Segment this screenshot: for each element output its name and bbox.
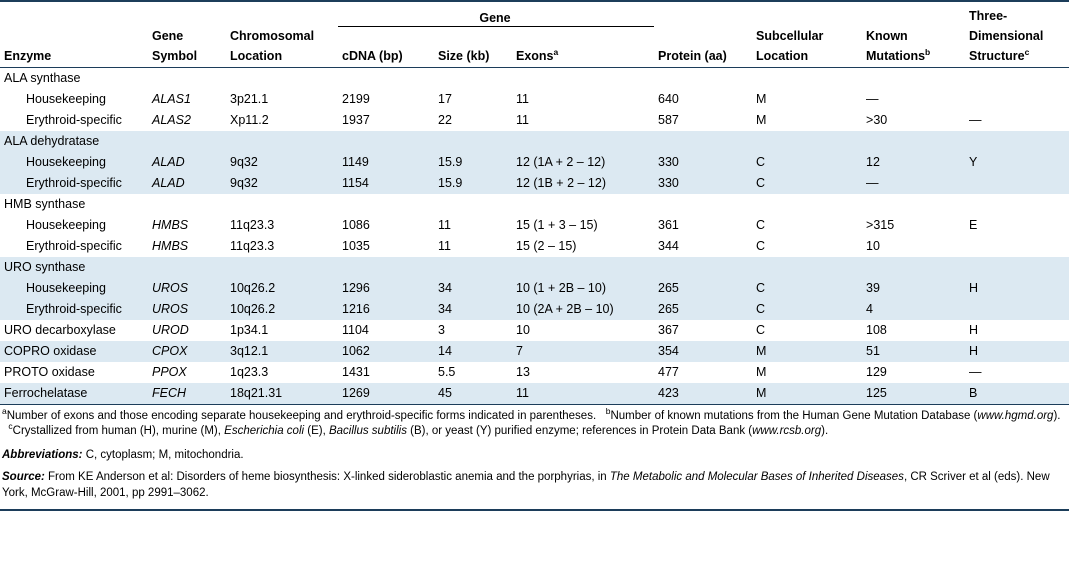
footnote-c-text-4: ). xyxy=(821,425,829,438)
cell-protein: 367 xyxy=(654,320,752,341)
cell-mutations: — xyxy=(862,89,965,110)
abbreviations-label: Abbreviations: xyxy=(2,449,83,462)
source-text-1: From KE Anderson et al: Disorders of heme biosynthesis: X-linked sideroblastic anemia and the porphyrias, in xyxy=(44,471,610,484)
footnote-b-text-1: Number of known mutations from the Human Gene Mutation Database ( xyxy=(610,410,978,423)
cell-mutations: 129 xyxy=(862,362,965,383)
cell-cdna: 1296 xyxy=(338,278,434,299)
header-row-mid xyxy=(0,27,1069,47)
cell-enzyme: HMB synthase xyxy=(0,194,148,215)
cell-subcell: M xyxy=(752,110,862,131)
header-known-line2 xyxy=(862,47,965,68)
cell-gene xyxy=(148,68,226,90)
cell-gene: HMBS xyxy=(148,215,226,236)
table-row xyxy=(0,299,1069,320)
footnote-b-text-2: ). xyxy=(1053,410,1061,423)
cell-structure: H xyxy=(965,278,1069,299)
header-known-line1: Known xyxy=(866,28,908,43)
cell-structure xyxy=(965,131,1069,152)
cell-size: 5.5 xyxy=(434,362,512,383)
cell-gene: ALAS2 xyxy=(148,110,226,131)
cell-gene xyxy=(148,257,226,278)
table-row xyxy=(0,173,1069,194)
cell-cdna: 1086 xyxy=(338,215,434,236)
footnote-c-link: www.rcsb.org xyxy=(752,425,822,438)
cell-mutations: >315 xyxy=(862,215,965,236)
header-spacer-enzyme xyxy=(0,1,148,27)
abbreviations-text: C, cytoplasm; M, mitochondria. xyxy=(82,449,244,462)
cell-chrom xyxy=(226,257,338,278)
cell-structure: H xyxy=(965,341,1069,362)
header-gene-symbol-line2: Symbol xyxy=(148,47,226,68)
cell-protein xyxy=(654,68,752,90)
table-row xyxy=(0,320,1069,341)
cell-enzyme: Housekeeping xyxy=(0,152,148,173)
cell-chrom: 9q32 xyxy=(226,173,338,194)
footnote-c-text-1: Crystallized from human (H), murine (M), xyxy=(12,425,225,438)
cell-exons: 10 (1 + 2B – 10) xyxy=(512,278,654,299)
cell-chrom xyxy=(226,68,338,90)
cell-enzyme: Erythroid-specific xyxy=(0,236,148,257)
header-spacer-chrom xyxy=(226,1,338,27)
header-struct-line2: Dimensional xyxy=(969,28,1044,43)
cell-structure xyxy=(965,299,1069,320)
cell-exons xyxy=(512,68,654,90)
cell-protein: 265 xyxy=(654,299,752,320)
header-subcell-line1: Subcellular xyxy=(756,28,824,43)
cell-subcell: C xyxy=(752,278,862,299)
header-subcell-line2: Location xyxy=(752,47,862,68)
header-chromosomal-line1: Chromosomal xyxy=(230,28,315,43)
cell-cdna: 1431 xyxy=(338,362,434,383)
footnote-b-link: www.hgmd.org xyxy=(977,410,1054,423)
cell-gene xyxy=(148,131,226,152)
header-enzyme: Enzyme xyxy=(0,47,148,68)
cell-structure: B xyxy=(965,383,1069,405)
cell-gene: UROS xyxy=(148,278,226,299)
cell-size: 34 xyxy=(434,278,512,299)
cell-gene: ALAD xyxy=(148,173,226,194)
cell-gene: PPOX xyxy=(148,362,226,383)
cell-exons: 7 xyxy=(512,341,654,362)
cell-structure: E xyxy=(965,215,1069,236)
cell-enzyme: PROTO oxidase xyxy=(0,362,148,383)
header-known-label: Mutations xyxy=(866,48,926,63)
header-chromosomal-line2: Location xyxy=(226,47,338,68)
cell-mutations: 51 xyxy=(862,341,965,362)
header-struct-line1: Three- xyxy=(965,1,1069,27)
header-spacer-exons xyxy=(512,27,654,47)
cell-subcell: C xyxy=(752,152,862,173)
cell-subcell: C xyxy=(752,320,862,341)
header-struct-label: Structure xyxy=(969,48,1025,63)
cell-size: 11 xyxy=(434,215,512,236)
cell-enzyme: Housekeeping xyxy=(0,215,148,236)
cell-enzyme: Erythroid-specific xyxy=(0,110,148,131)
cell-exons: 11 xyxy=(512,89,654,110)
cell-cdna: 1269 xyxy=(338,383,434,405)
header-struct-footnote-marker: c xyxy=(1024,46,1030,57)
cell-structure: — xyxy=(965,110,1069,131)
cell-structure: H xyxy=(965,320,1069,341)
cell-chrom: 18q21.31 xyxy=(226,383,338,405)
footnote-lines xyxy=(2,406,1065,439)
table-row xyxy=(0,131,1069,152)
cell-protein: 423 xyxy=(654,383,752,405)
cell-exons: 10 xyxy=(512,320,654,341)
footnote-b-marker: b xyxy=(605,406,611,417)
cell-enzyme: COPRO oxidase xyxy=(0,341,148,362)
header-protein: Protein (aa) xyxy=(654,47,752,68)
footnote-c-text-3: (B), or yeast (Y) purified enzyme; references in Protein Data Bank ( xyxy=(406,425,753,438)
cell-chrom: 3p21.1 xyxy=(226,89,338,110)
cell-mutations xyxy=(862,257,965,278)
cell-protein: 587 xyxy=(654,110,752,131)
cell-gene: HMBS xyxy=(148,236,226,257)
cell-mutations: 125 xyxy=(862,383,965,405)
source-label: Source: xyxy=(2,471,45,484)
cell-protein xyxy=(654,257,752,278)
header-struct-line3 xyxy=(965,47,1069,68)
cell-mutations: — xyxy=(862,173,965,194)
cell-mutations: 39 xyxy=(862,278,965,299)
footnotes xyxy=(0,405,1069,439)
cell-size: 15.9 xyxy=(434,173,512,194)
header-spacer-muts xyxy=(862,1,965,27)
header-exons-label: Exons xyxy=(516,48,554,63)
footnote-a-text: Number of exons and those encoding separate housekeeping and erythroid-specific forms indicated in parentheses. xyxy=(6,410,597,423)
footnote-c-italic-2: Bacillus subtilis xyxy=(328,425,407,438)
header-spacer-size xyxy=(434,27,512,47)
cell-structure xyxy=(965,257,1069,278)
cell-chrom: 10q26.2 xyxy=(226,299,338,320)
cell-protein: 361 xyxy=(654,215,752,236)
cell-cdna xyxy=(338,257,434,278)
table-row xyxy=(0,152,1069,173)
cell-chrom: 11q23.3 xyxy=(226,236,338,257)
cell-mutations: 12 xyxy=(862,152,965,173)
table-row xyxy=(0,194,1069,215)
cell-enzyme: Erythroid-specific xyxy=(0,173,148,194)
cell-chrom: 10q26.2 xyxy=(226,278,338,299)
cell-cdna: 1149 xyxy=(338,152,434,173)
cell-subcell: M xyxy=(752,341,862,362)
cell-gene: FECH xyxy=(148,383,226,405)
cell-protein xyxy=(654,131,752,152)
table-body xyxy=(0,68,1069,405)
cell-protein: 330 xyxy=(654,152,752,173)
cell-subcell xyxy=(752,257,862,278)
cell-exons: 15 (1 + 3 – 15) xyxy=(512,215,654,236)
header-row-bottom xyxy=(0,47,1069,68)
cell-structure xyxy=(965,236,1069,257)
header-spacer-enzyme-2 xyxy=(0,27,148,47)
header-gene-symbol-line1: Gene xyxy=(152,28,184,43)
header-spacer-cdna xyxy=(338,27,434,47)
cell-gene: ALAD xyxy=(148,152,226,173)
cell-mutations: >30 xyxy=(862,110,965,131)
cell-chrom: 1q23.3 xyxy=(226,362,338,383)
source-italic-title: The Metabolic and Molecular Bases of Inherited Diseases xyxy=(609,471,904,484)
table-row xyxy=(0,278,1069,299)
cell-chrom: 9q32 xyxy=(226,152,338,173)
source-block xyxy=(0,463,1069,511)
footnote-c-marker: c xyxy=(8,421,13,432)
table-header xyxy=(0,1,1069,68)
cell-subcell: M xyxy=(752,383,862,405)
cell-exons: 13 xyxy=(512,362,654,383)
cell-subcell xyxy=(752,194,862,215)
header-exons-footnote-marker: a xyxy=(553,46,559,57)
cell-size: 3 xyxy=(434,320,512,341)
footnote-c-text-2: (E), xyxy=(304,425,329,438)
table-row xyxy=(0,341,1069,362)
header-spacer-protein-2 xyxy=(654,27,752,47)
cell-subcell: C xyxy=(752,299,862,320)
cell-exons xyxy=(512,194,654,215)
cell-subcell xyxy=(752,68,862,90)
cell-exons xyxy=(512,131,654,152)
source-text-2: , CR Scriver et al (eds). New York, McGraw-Hill, 2001, pp 2991–3062. xyxy=(2,471,1050,499)
cell-size: 14 xyxy=(434,341,512,362)
header-spacer-gene xyxy=(148,1,226,27)
cell-size: 11 xyxy=(434,236,512,257)
cell-subcell xyxy=(752,131,862,152)
cell-size: 15.9 xyxy=(434,152,512,173)
cell-cdna xyxy=(338,194,434,215)
cell-cdna: 1104 xyxy=(338,320,434,341)
header-row-group xyxy=(0,1,1069,27)
cell-protein: 330 xyxy=(654,173,752,194)
header-spacer-subcell xyxy=(752,1,862,27)
cell-size: 34 xyxy=(434,299,512,320)
table-row xyxy=(0,362,1069,383)
cell-exons: 11 xyxy=(512,110,654,131)
cell-structure xyxy=(965,194,1069,215)
cell-size xyxy=(434,194,512,215)
header-exons xyxy=(512,47,654,68)
cell-enzyme: URO synthase xyxy=(0,257,148,278)
cell-exons: 12 (1A + 2 – 12) xyxy=(512,152,654,173)
cell-cdna: 1154 xyxy=(338,173,434,194)
cell-chrom: 1p34.1 xyxy=(226,320,338,341)
cell-cdna: 2199 xyxy=(338,89,434,110)
cell-cdna xyxy=(338,131,434,152)
cell-enzyme: ALA synthase xyxy=(0,68,148,90)
table-row xyxy=(0,215,1069,236)
cell-exons: 11 xyxy=(512,383,654,405)
header-spacer-protein xyxy=(654,1,752,27)
cell-subcell: C xyxy=(752,236,862,257)
cell-gene: CPOX xyxy=(148,341,226,362)
cell-chrom xyxy=(226,131,338,152)
cell-enzyme: Housekeeping xyxy=(0,89,148,110)
cell-chrom: Xp11.2 xyxy=(226,110,338,131)
cell-cdna: 1035 xyxy=(338,236,434,257)
cell-cdna: 1937 xyxy=(338,110,434,131)
cell-chrom: 3q12.1 xyxy=(226,341,338,362)
cell-gene: UROD xyxy=(148,320,226,341)
cell-size: 17 xyxy=(434,89,512,110)
cell-structure xyxy=(965,89,1069,110)
table-row xyxy=(0,68,1069,90)
footnote-a-marker: a xyxy=(2,406,7,417)
cell-gene: UROS xyxy=(148,299,226,320)
cell-mutations xyxy=(862,131,965,152)
footnote-c-italic-1: Escherichia coli xyxy=(224,425,305,438)
cell-enzyme: ALA dehydratase xyxy=(0,131,148,152)
cell-mutations: 10 xyxy=(862,236,965,257)
cell-subcell: M xyxy=(752,362,862,383)
table-row xyxy=(0,89,1069,110)
abbreviations-block xyxy=(0,441,1069,463)
cell-enzyme: Housekeeping xyxy=(0,278,148,299)
cell-size: 22 xyxy=(434,110,512,131)
cell-exons xyxy=(512,257,654,278)
cell-chrom xyxy=(226,194,338,215)
header-gene-group: Gene xyxy=(338,1,654,27)
cell-structure xyxy=(965,173,1069,194)
cell-chrom: 11q23.3 xyxy=(226,215,338,236)
table-row xyxy=(0,236,1069,257)
cell-gene xyxy=(148,194,226,215)
table-row xyxy=(0,110,1069,131)
cell-gene: ALAS1 xyxy=(148,89,226,110)
cell-cdna: 1216 xyxy=(338,299,434,320)
cell-subcell: M xyxy=(752,89,862,110)
cell-cdna: 1062 xyxy=(338,341,434,362)
cell-cdna xyxy=(338,68,434,90)
cell-protein: 477 xyxy=(654,362,752,383)
cell-structure: — xyxy=(965,362,1069,383)
cell-exons: 10 (2A + 2B – 10) xyxy=(512,299,654,320)
cell-enzyme: Erythroid-specific xyxy=(0,299,148,320)
table-row xyxy=(0,383,1069,405)
cell-enzyme: URO decarboxylase xyxy=(0,320,148,341)
cell-enzyme: Ferrochelatase xyxy=(0,383,148,405)
cell-size: 45 xyxy=(434,383,512,405)
cell-exons: 15 (2 – 15) xyxy=(512,236,654,257)
cell-protein: 354 xyxy=(654,341,752,362)
cell-size xyxy=(434,68,512,90)
cell-subcell: C xyxy=(752,173,862,194)
cell-protein: 640 xyxy=(654,89,752,110)
cell-subcell: C xyxy=(752,215,862,236)
cell-mutations: 4 xyxy=(862,299,965,320)
cell-mutations xyxy=(862,68,965,90)
cell-mutations xyxy=(862,194,965,215)
header-size: Size (kb) xyxy=(434,47,512,68)
cell-protein: 265 xyxy=(654,278,752,299)
cell-structure xyxy=(965,68,1069,90)
table-row xyxy=(0,257,1069,278)
cell-size xyxy=(434,257,512,278)
header-cdna: cDNA (bp) xyxy=(338,47,434,68)
cell-protein xyxy=(654,194,752,215)
cell-structure: Y xyxy=(965,152,1069,173)
header-known-footnote-marker: b xyxy=(925,46,931,57)
cell-size xyxy=(434,131,512,152)
cell-protein: 344 xyxy=(654,236,752,257)
cell-exons: 12 (1B + 2 – 12) xyxy=(512,173,654,194)
cell-mutations: 108 xyxy=(862,320,965,341)
